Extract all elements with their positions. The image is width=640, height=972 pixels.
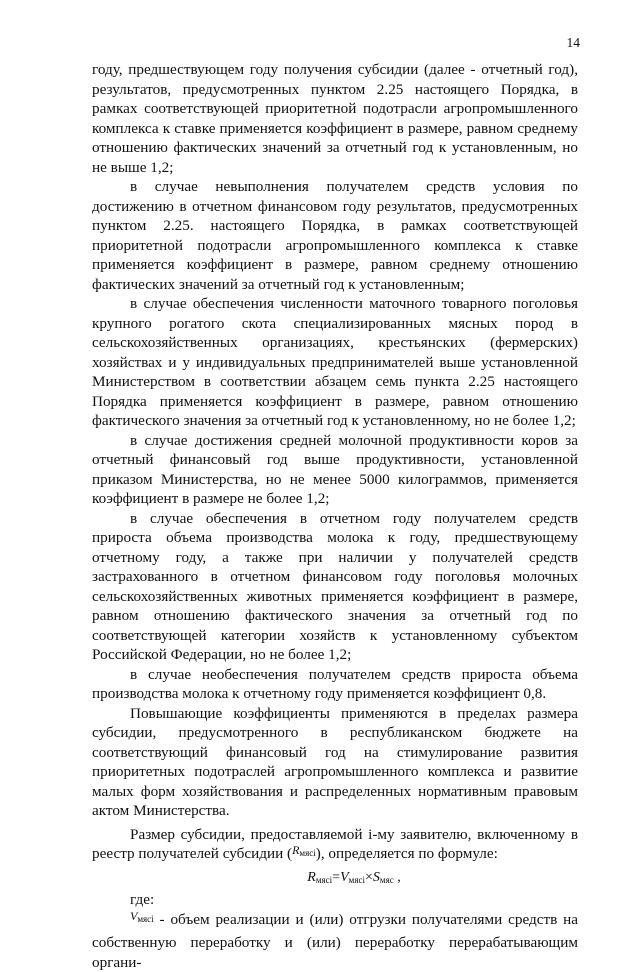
variable-r-inline: Rмясi (292, 843, 316, 857)
paragraph-continuation: году, предшествующем году получения субсидии (далее - отчетный год), результатов, предусмотренных пунктом 2.25 настоящего Порядка, в рамках соответствующей приоритетной подотрасли агропромышленного комплекса к ставке применяется коэффициент в размере, равном среднему отношению фактических значений за отчетный год к установленным, но не выше 1,2; (92, 60, 578, 177)
page-number: 14 (567, 35, 581, 51)
paragraph-coefficient-no-growth: в случае необеспечения получателем средств прироста объема производства молока к отчетному году применяется коэффициент 0,8. (92, 665, 578, 704)
paragraph-coefficient-milk-productivity: в случае достижения средней молочной продуктивности коров за отчетный финансовый год выше продуктивности, установленной приказом Министерства, но не менее 5000 килограммов, применяется коэффициент в размере не более 1,2; (92, 431, 578, 509)
variable-v-inline: Vмясi (130, 909, 154, 923)
definition-v-text: - объем реализации и (или) отгрузки получателями средств на собственную переработку и (или) переработку перерабатывающим органи- (92, 911, 578, 971)
paragraph-increasing-coefficients: Повышающие коэффициенты применяются в пределах размера субсидии, предусмотренного в республиканском бюджете на соответствующий финансовый год на стимулирование развития приоритетных подотраслей агропромышленного комплекса и развитие малых форм хозяйствования и распределенных нормативным правовым актом Министерства. (92, 704, 578, 821)
paragraph-coefficient-cattle: в случае обеспечения численности маточного товарного поголовья крупного рогатого скота специализированных мясных пород в сельскохозяйственных организациях, крестьянских (фермерских) хозяйствах и у индивидуальных предпринимателей выше установленной Министерством в соответствии абзацем семь пункта 2.25 настоящего Порядка применяется коэффициент в размере, равном отношению фактического значения за отчетный год к установленному, но не более 1,2; (92, 294, 578, 431)
paragraph-coefficient-nonfulfillment: в случае невыполнения получателем средств условия по достижению в отчетном финансовом году результатов, предусмотренных пунктом 2.25. настоящего Порядка, в рамках соответствующей приоритетной подотрасли агропромышленного комплекса к ставке применяется коэффициент в размере, равном среднему отношению фактических значений за отчетный год к установленным; (92, 177, 578, 294)
subsidy-size-text-before: Размер субсидии, предоставляемой i-му заявителю, включенному в реестр получателей субсидии ( (92, 826, 578, 863)
subsidy-size-text-after: ), определяется по формуле: (316, 845, 498, 862)
subsidy-formula (92, 868, 578, 891)
paragraph-coefficient-milk-growth: в случае обеспечения в отчетном году получателем средств прироста объема производства молока к году, предшествующему отчетному году, а также при наличии у получателей средств застрахованного в отчетном финансовом году поголовья молочных сельскохозяйственных животных применяется коэффициент в размере, равном отношению фактического значения за отчетный год по соответствующей категории хозяйств к установленному субъектом Российской Федерации, но не более 1,2; (92, 509, 578, 665)
formula-expression: $R_{мясi}=V_{мясi}\times S_{мяс}$ , (307, 870, 400, 885)
definition-v (92, 910, 578, 972)
document-body (92, 60, 578, 972)
where-label: где: (92, 890, 578, 910)
paragraph-subsidy-size (92, 825, 578, 868)
